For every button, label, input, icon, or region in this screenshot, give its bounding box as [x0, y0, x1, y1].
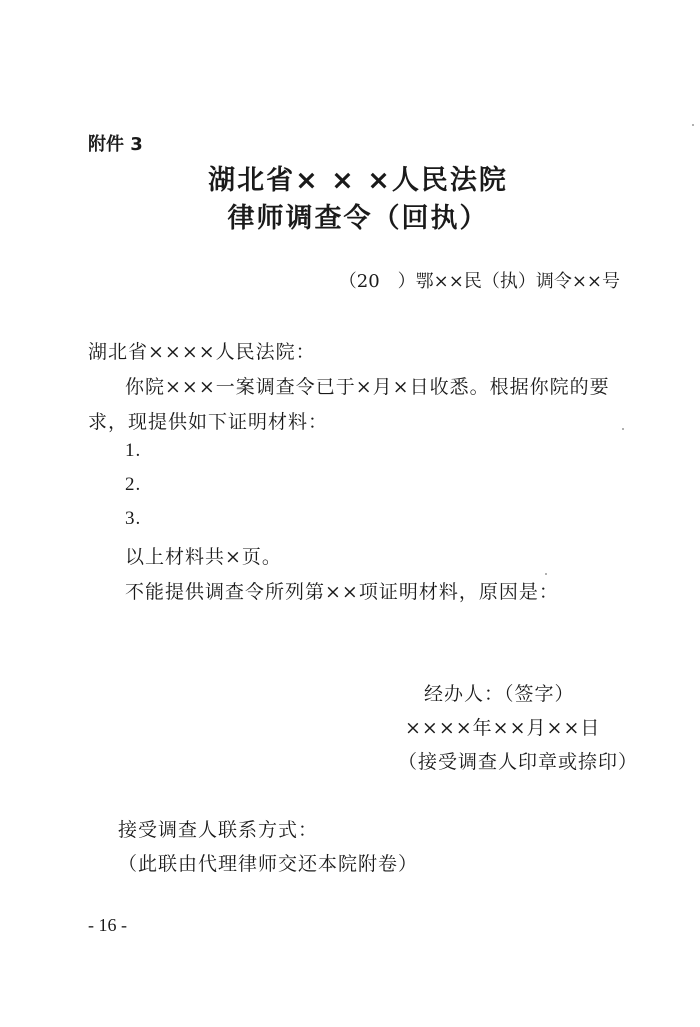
filing-note: （此联由代理律师交还本院附卷）: [118, 853, 419, 875]
scan-mark: [692, 124, 694, 126]
scan-mark: [545, 573, 547, 575]
handler-signature: 经办人：（签字）: [424, 683, 575, 705]
attachment-label: 附件 3: [88, 134, 143, 155]
paragraph-line: 求，现提供如下证明材料：: [88, 411, 329, 433]
recipient-line: 湖北省××××人民法院：: [88, 341, 316, 363]
material-item: 3.: [125, 508, 142, 529]
date-line: ××××年××月××日: [405, 717, 601, 739]
document-title: 湖北省× × ×人民法院: [208, 165, 508, 196]
paragraph-line: 你院×××一案调查令已于×月×日收悉。根据你院的要: [125, 376, 610, 398]
scan-mark: [622, 428, 624, 430]
document-number: （20 ）鄂××民（执）调令××号: [338, 271, 620, 292]
page-number: - 16 -: [88, 915, 127, 935]
contact-line: 接受调查人联系方式：: [118, 819, 319, 841]
material-item: 2.: [125, 474, 142, 495]
material-item: 1.: [125, 440, 142, 461]
total-pages-line: 以上材料共×页。: [125, 546, 282, 568]
document-subtitle: 律师调查令（回执）: [227, 203, 489, 234]
unable-reason-line: 不能提供调查令所列第××项证明材料，原因是：: [125, 581, 559, 603]
seal-note: （接受调查人印章或捺印）: [398, 751, 639, 773]
